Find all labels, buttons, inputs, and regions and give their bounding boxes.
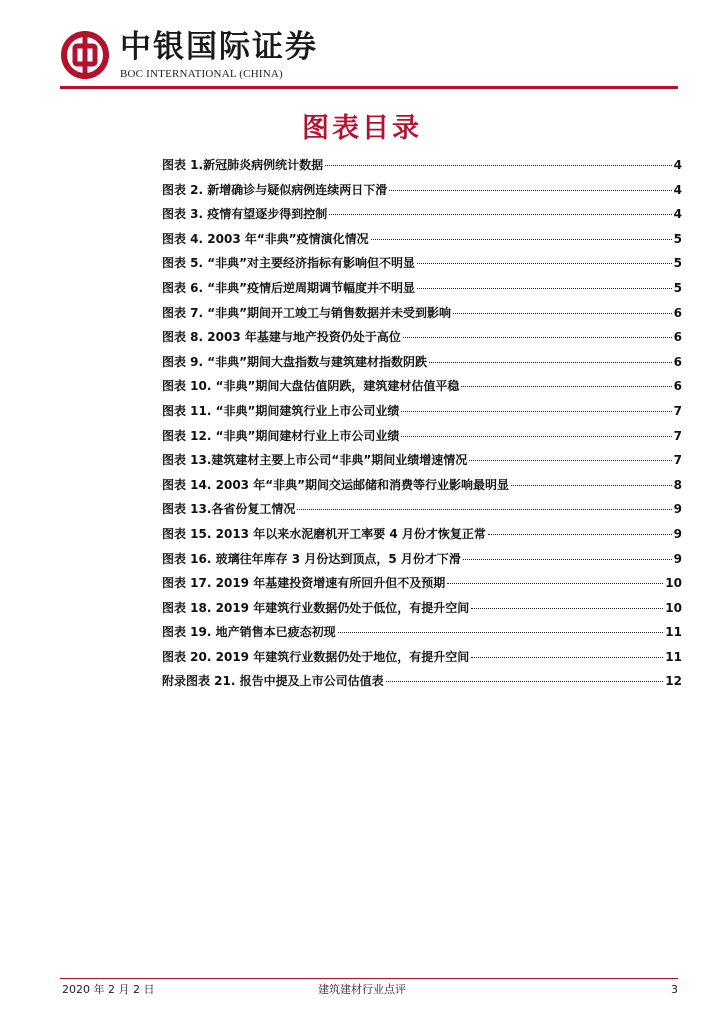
toc-entry-label[interactable]: 图表 4. 2003 年“非典”疫情演化情况: [162, 231, 369, 246]
toc-entry-leader: [401, 436, 671, 437]
toc-entry-label[interactable]: 图表 15. 2013 年以来水泥磨机开工率要 4 月份才恢复正常: [162, 526, 486, 541]
toc-entry-label[interactable]: 图表 9. “非典”期间大盘指数与建筑建材指数阴跌: [162, 354, 428, 369]
toc-entry-label[interactable]: 图表 16. 玻璃往年库存 3 月份达到顶点，5 月份才下滑: [162, 551, 461, 566]
toc-entry-page[interactable]: 7: [673, 453, 682, 468]
toc-entry[interactable]: [162, 181, 682, 206]
toc-list: [162, 156, 682, 697]
toc-entry[interactable]: [162, 451, 682, 476]
toc-entry-page[interactable]: 4: [673, 182, 682, 197]
toc-entry-label[interactable]: 图表 14. 2003 年“非典”期间交运邮储和消费等行业影响最明显: [162, 477, 509, 492]
toc-entry[interactable]: [162, 205, 682, 230]
footer-divider: [60, 978, 678, 979]
toc-entry-label[interactable]: 图表 20. 2019 年建筑行业数据仍处于地位，有提升空间: [162, 649, 470, 664]
boc-logo-icon: [60, 30, 110, 80]
toc-entry-leader: [403, 337, 672, 338]
toc-entry-leader: [469, 460, 671, 461]
brand-name-en: BOC INTERNATIONAL (CHINA): [120, 68, 283, 80]
toc-entry-page[interactable]: 4: [673, 158, 682, 172]
toc-entry[interactable]: [162, 156, 682, 181]
toc-entry[interactable]: [162, 304, 682, 329]
toc-entry[interactable]: [162, 328, 682, 353]
toc-entry-page[interactable]: 7: [673, 403, 682, 418]
toc-entry-leader: [471, 657, 663, 658]
toc-entry-page[interactable]: 5: [673, 256, 682, 271]
toc-entry[interactable]: [162, 525, 682, 550]
toc-entry-leader: [329, 214, 671, 215]
toc-entry-page[interactable]: 11: [665, 649, 682, 664]
toc-entry[interactable]: [162, 230, 682, 255]
toc-entry-page[interactable]: 6: [673, 379, 682, 394]
toc-entry-page[interactable]: 12: [665, 674, 682, 689]
toc-entry-leader: [461, 386, 671, 387]
toc-entry-page[interactable]: 10: [665, 576, 682, 591]
toc-entry-label[interactable]: 图表 17. 2019 年基建投资增速有所回升但不及预期: [162, 576, 446, 591]
toc-entry-leader: [417, 263, 672, 264]
brand-name-cn: 中银国际证券: [120, 29, 318, 65]
footer-report-type: 建筑建材行业点评: [318, 983, 406, 996]
toc-entry-label[interactable]: 图表 13.建筑建材主要上市公司“非典”期间业绩增速情况: [162, 453, 468, 468]
toc-entry-label[interactable]: 图表 7. “非典”期间开工竣工与销售数据并未受到影响: [162, 305, 452, 320]
toc-entry[interactable]: [162, 402, 682, 427]
toc-entry-page[interactable]: 5: [673, 231, 682, 246]
footer-date: 2020 年 2 月 2 日: [62, 983, 155, 996]
toc-entry[interactable]: [162, 550, 682, 575]
toc-entry-page[interactable]: 7: [673, 428, 682, 443]
toc-entry-leader: [488, 534, 672, 535]
toc-entry[interactable]: [162, 574, 682, 599]
toc-entry-page[interactable]: 6: [673, 354, 682, 369]
toc-entry[interactable]: [162, 599, 682, 624]
toc-entry-label[interactable]: 图表 18. 2019 年建筑行业数据仍处于低位，有提升空间: [162, 600, 470, 615]
toc-entry-page[interactable]: 6: [673, 305, 682, 320]
toc-entry[interactable]: [162, 254, 682, 279]
toc-entry-label[interactable]: 图表 10. “非典”期间大盘估值阴跌，建筑建材估值平稳: [162, 379, 460, 394]
toc-entry[interactable]: [162, 476, 682, 501]
toc-entry-page[interactable]: 5: [673, 280, 682, 295]
toc-entry[interactable]: [162, 623, 682, 648]
toc-entry-label[interactable]: 图表 3. 疫情有望逐步得到控制: [162, 207, 328, 222]
toc-entry-page[interactable]: 4: [673, 207, 682, 222]
toc-entry-leader: [453, 313, 672, 314]
toc-entry[interactable]: [162, 500, 682, 525]
toc-entry-label[interactable]: 图表 12. “非典”期间建材行业上市公司业绩: [162, 428, 400, 443]
header-divider: [60, 86, 678, 89]
toc-entry-label[interactable]: 图表 8. 2003 年基建与地产投资仍处于高位: [162, 330, 401, 345]
toc-entry-leader: [511, 485, 672, 486]
toc-entry-label[interactable]: 图表 19. 地产销售本已疲态初现: [162, 625, 336, 640]
toc-entry-label[interactable]: 附录图表 21. 报告中提及上市公司估值表: [162, 674, 384, 689]
toc-entry-page[interactable]: 8: [673, 477, 682, 492]
toc-entry[interactable]: [162, 279, 682, 304]
toc-entry-leader: [389, 190, 671, 191]
toc-entry-leader: [463, 559, 672, 560]
toc-entry-label[interactable]: 图表 13.各省份复工情况: [162, 502, 296, 517]
toc-entry-page[interactable]: 9: [673, 502, 682, 517]
toc-entry[interactable]: [162, 353, 682, 378]
toc-entry-page[interactable]: 6: [673, 330, 682, 345]
toc-entry-leader: [429, 362, 672, 363]
toc-title: 图表目录: [302, 113, 422, 144]
toc-entry-leader: [386, 681, 664, 682]
toc-entry-label[interactable]: 图表 2. 新增确诊与疑似病例连续两日下滑: [162, 182, 388, 197]
toc-entry-page[interactable]: 11: [665, 625, 682, 640]
toc-entry[interactable]: [162, 648, 682, 673]
toc-entry-label[interactable]: 图表 5. “非典”对主要经济指标有影响但不明显: [162, 256, 416, 271]
toc-entry-leader: [417, 288, 672, 289]
toc-entry-leader: [401, 411, 671, 412]
toc-entry-leader: [371, 239, 672, 240]
toc-entry-leader: [325, 165, 672, 166]
toc-entry[interactable]: [162, 377, 682, 402]
toc-entry[interactable]: [162, 427, 682, 452]
toc-entry-leader: [338, 632, 664, 633]
toc-entry-label[interactable]: 图表 6. “非典”疫情后逆周期调节幅度并不明显: [162, 280, 416, 295]
toc-entry-leader: [447, 583, 663, 584]
toc-entry-label[interactable]: 图表 1.新冠肺炎病例统计数据: [162, 158, 324, 172]
footer-page-number: 3: [671, 983, 678, 996]
toc-entry-page[interactable]: 9: [673, 551, 682, 566]
toc-entry[interactable]: [162, 672, 682, 697]
toc-entry-label[interactable]: 图表 11. “非典”期间建筑行业上市公司业绩: [162, 403, 400, 418]
toc-entry-page[interactable]: 10: [665, 600, 682, 615]
toc-entry-page[interactable]: 9: [673, 526, 682, 541]
toc-entry-leader: [297, 509, 671, 510]
toc-entry-leader: [471, 608, 663, 609]
